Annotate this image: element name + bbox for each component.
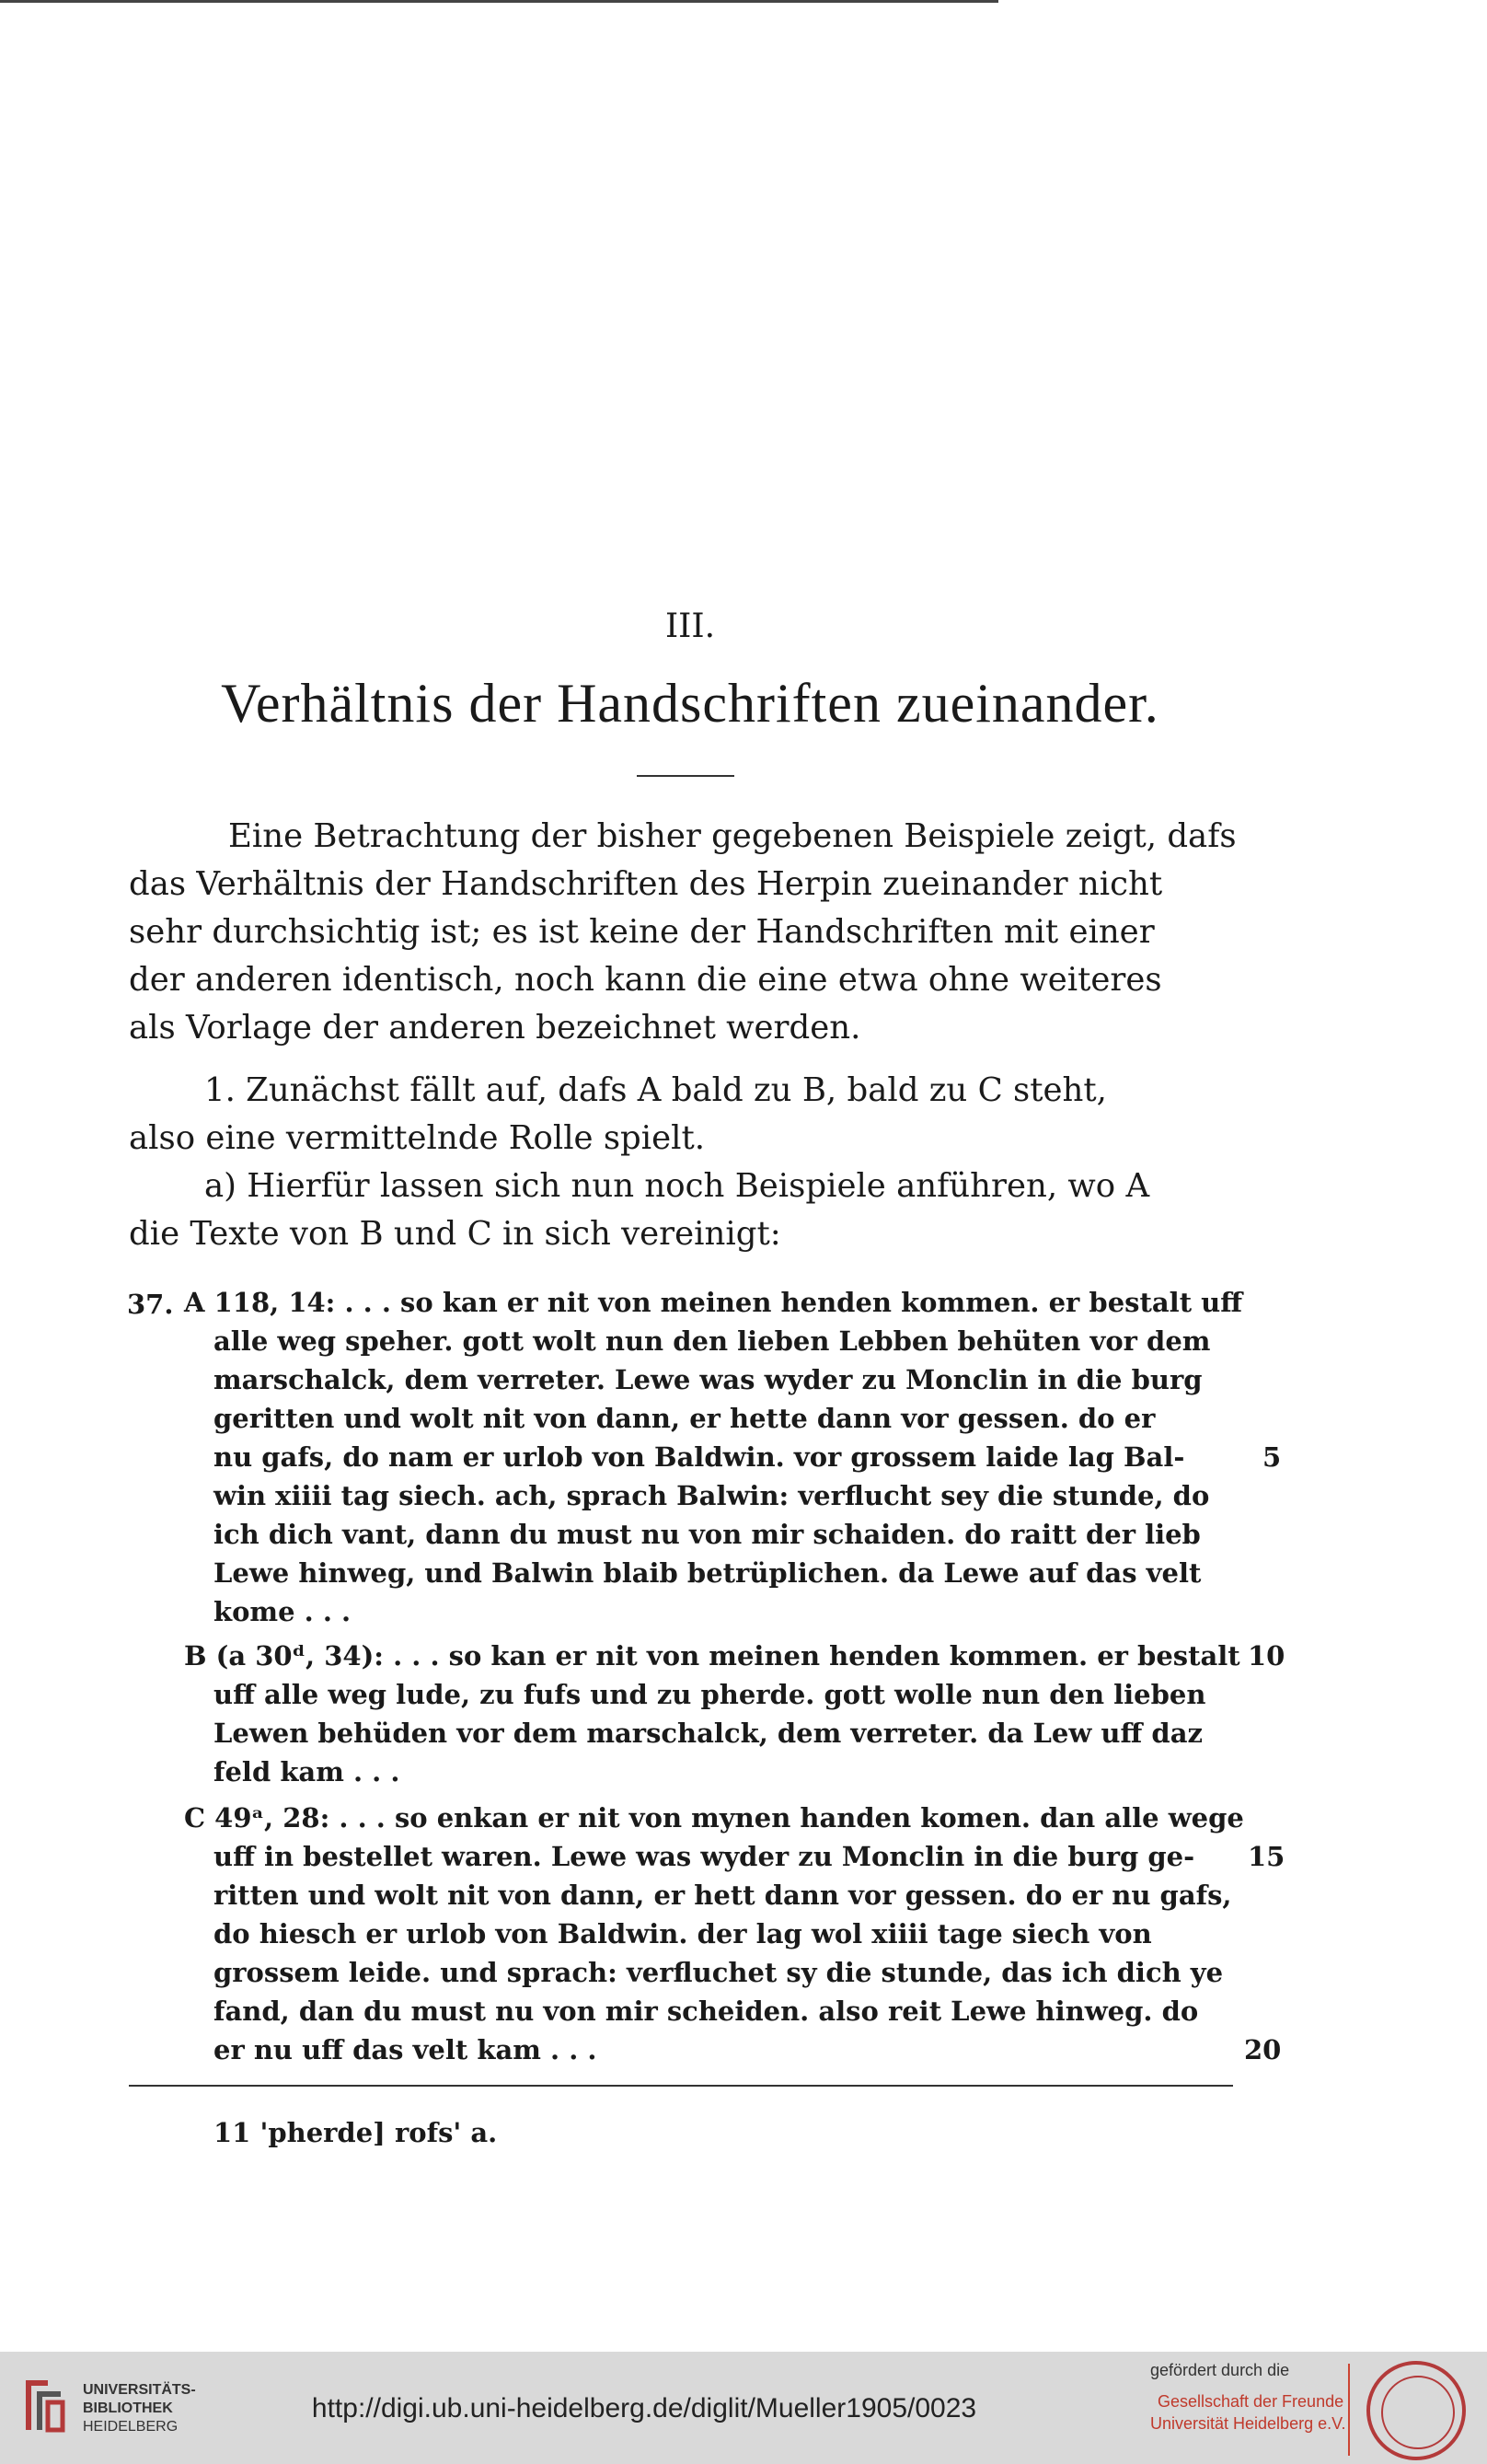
source-url[interactable]: http://digi.ub.uni-heidelberg.de/diglit/Mueller1905/0023 <box>311 2393 977 2424</box>
example-line: Lewen behüden vor dem marschalck, dem verreter. da Lew uff daz <box>213 1718 1203 1749</box>
example-line: feld kam . . . <box>213 1756 400 1787</box>
line-number: 10 <box>1248 1640 1285 1672</box>
example-line: C 49ᵃ, 28: . . . so enkan er nit von mynen handen komen. dan alle wege <box>184 1802 1244 1834</box>
example-line: uff in bestellet waren. Lewe was wyder zu Monclin in die burg ge- <box>213 1841 1195 1872</box>
sponsor-name-line-2: Universität Heidelberg e.V. <box>1150 2414 1346 2433</box>
line-number: 20 <box>1244 2034 1282 2065</box>
example-line: grossem leide. und sprach: verfluchet sy die stunde, das ich dich ye <box>213 1957 1224 1988</box>
example-number: 37. <box>127 1289 174 1320</box>
example-line: fand, dan du must nu von mir scheiden. also reit Lewe hinweg. do <box>213 1995 1199 2027</box>
top-border-line <box>0 0 998 3</box>
section-number: III. <box>664 607 716 645</box>
example-line: nu gafs, do nam er urlob von Baldwin. vor grossem laide lag Bal- <box>213 1441 1185 1473</box>
library-name-line-2: BIBLIOTHEK <box>83 2400 173 2416</box>
footer-divider <box>1348 2364 1350 2456</box>
paragraph-1-line-3: sehr durchsichtig ist; es ist keine der Handschriften mit einer <box>129 913 1155 951</box>
example-line: kome . . . <box>213 1596 352 1627</box>
example-line: marschalck, dem verreter. Lewe was wyder zu Monclin in die burg <box>213 1364 1203 1395</box>
example-line: er nu uff das velt kam . . . <box>213 2034 597 2065</box>
example-line: ritten und wolt nit von dann, er hett dann vor gessen. do er nu gafs, <box>213 1880 1232 1911</box>
example-line: ich dich vant, dann du must nu von mir schaiden. do raitt der lieb <box>213 1519 1201 1550</box>
example-line: Lewe hinweg, und Balwin blaib betrüplichen. da Lewe auf das velt <box>213 1557 1202 1589</box>
sponsor-label: gefördert durch die <box>1150 2361 1290 2379</box>
example-line: alle weg speher. gott wolt nun den lieben Lebben behüten vor dem <box>213 1325 1211 1357</box>
example-line: win xiiii tag siech. ach, sprach Balwin: verflucht sey die stunde, do <box>213 1480 1210 1511</box>
library-name-line-3: HEIDELBERG <box>83 2419 179 2435</box>
line-number: 15 <box>1248 1841 1285 1872</box>
paragraph-1-line-1: Eine Betrachtung der bisher gegebenen Beispiele zeigt, dafs <box>228 817 1237 855</box>
paragraph-3-line-2: die Texte von B und C in sich vereinigt: <box>129 1215 781 1253</box>
footnote-divider <box>129 2085 1233 2087</box>
university-seal-icon <box>1366 2361 1466 2460</box>
example-line: B (a 30ᵈ, 34): . . . so kan er nit von meinen henden kommen. er bestalt <box>184 1640 1240 1672</box>
example-line: geritten und wolt nit von dann, er hette dann vor gessen. do er <box>213 1403 1156 1434</box>
line-number: 5 <box>1262 1441 1282 1473</box>
paragraph-1-line-2: das Verhältnis der Handschriften des Herpin zueinander nicht <box>129 865 1163 903</box>
paragraph-2-line-1: 1. Zunächst fällt auf, dafs A bald zu B, bald zu C steht, <box>204 1071 1107 1109</box>
paragraph-1-line-4: der anderen identisch, noch kann die eine etwa ohne weiteres <box>129 961 1162 999</box>
example-line: uff alle weg lude, zu fufs und zu pherde. gott wolle nun den lieben <box>213 1679 1206 1710</box>
library-name-line-1: UNIVERSITÄTS- <box>83 2382 196 2398</box>
title-divider <box>637 775 734 777</box>
example-line: do hiesch er urlob von Baldwin. der lag wol xiiii tage siech von <box>213 1918 1152 1949</box>
paragraph-3-line-1: a) Hierfür lassen sich nun noch Beispiele anführen, wo A <box>204 1167 1150 1205</box>
sponsor-name-line-1: Gesellschaft der Freunde <box>1158 2392 1344 2411</box>
paragraph-2-line-2: also eine vermittelnde Rolle spielt. <box>129 1119 706 1157</box>
footnote: 11 'pherde] rofs' a. <box>213 2117 498 2148</box>
paragraph-1-line-5: als Vorlage der anderen bezeichnet werden. <box>129 1009 861 1047</box>
example-line: A 118, 14: . . . so kan er nit von meinen henden kommen. er bestalt uff <box>184 1287 1243 1318</box>
page-title: Verhältnis der Handschriften zueinander. <box>221 673 1159 734</box>
